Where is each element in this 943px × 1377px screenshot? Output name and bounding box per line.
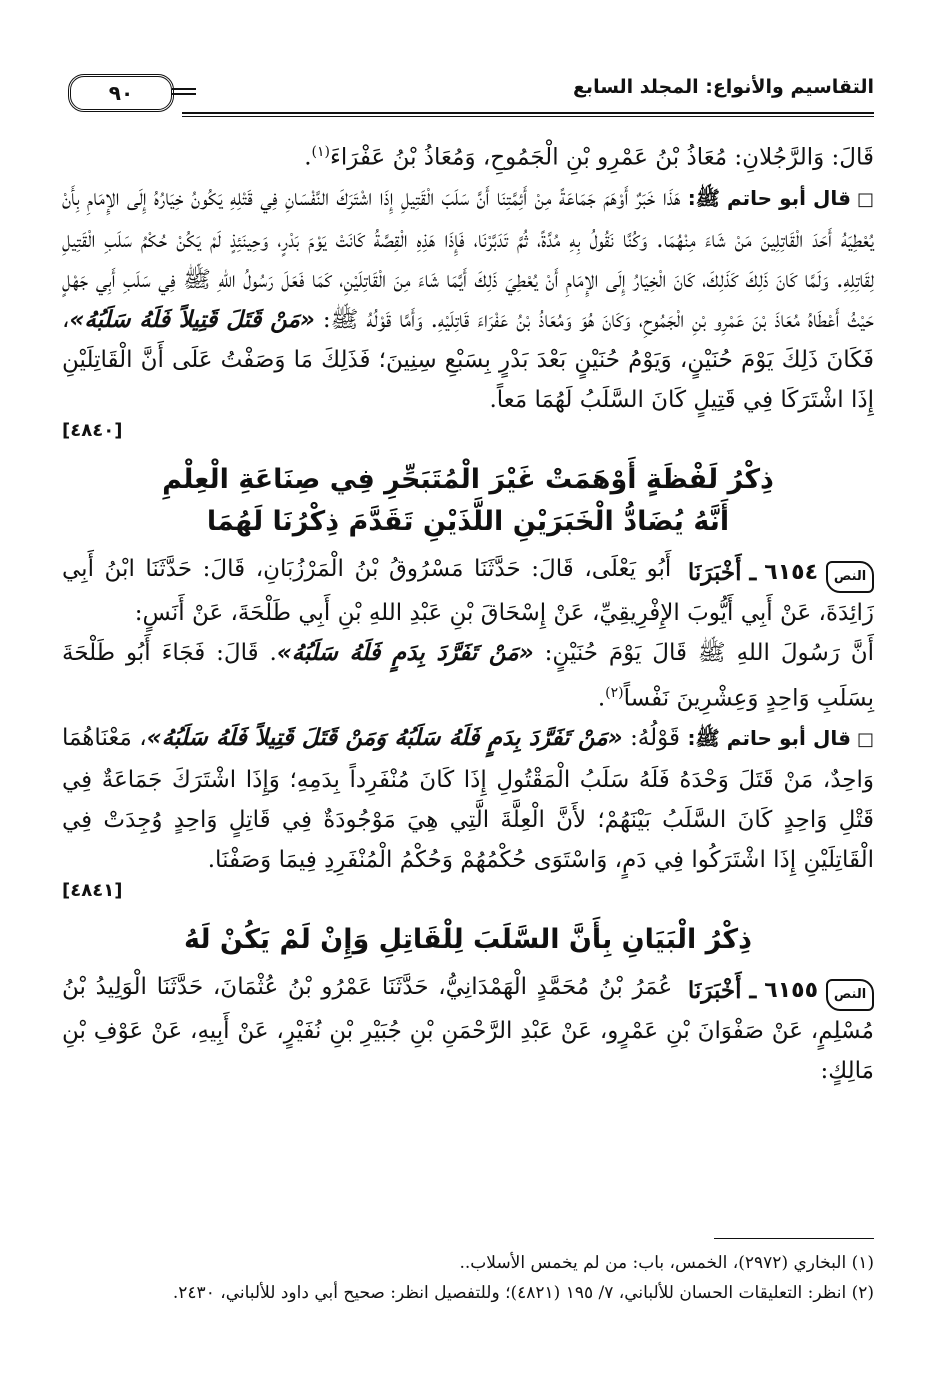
speaker-label: قال أبو حاتم ﷺ:: [687, 185, 851, 210]
header-rule: [182, 112, 874, 117]
heading-line-1: ذِكْرُ لَفْظَةٍ أَوْهَمَتْ غَيْرَ الْمُتَبَحِّرِ فِي صِنَاعَةِ الْعِلْمِ: [162, 463, 774, 495]
hadith-6154-matn: أَنَّ رَسُولَ اللهِ ﷺ قَالَ يَوْمَ حُنَيْنٍ: «مَنْ تَفَرَّدَ بِدَمٍ فَلَهُ سَلَبُهُ». قَالَ: فَجَاءَ أَبُو طَلْحَةَ بِسَلَبِ وَاحِدٍ وَعِشْرِينَ نَفْساً$^{(٢)}$.: [62, 639, 875, 712]
text-badge-icon: النص: [826, 561, 874, 593]
section-heading-2: ذِكْرُ الْبَيَانِ بِأَنَّ السَّلَبَ لِلْقَاتِلِ وَإِنْ لَمْ يَكُنْ لَهُ: [184, 924, 752, 956]
reference-number: [٤٨٤٠]: [62, 419, 123, 441]
commentary-2: □قال أبو حاتم ﷺ: قَوْلُهُ: «مَنْ تَفَرَّدَ بِدَمٍ فَلَهُ سَلَبُهُ وَمَنْ قَتَلَ قَتِيلاً فَلَهُ سَلَبُهُ»، مَعْنَاهُمَا وَاحِدٌ، مَنْ قَتَلَ وَحْدَهُ فَلَهُ سَلَبُ الْمَقْتُولِ إِذَا كَانَ مُنْفَرِداً بِدَمِهِ؛ وَإِذَا اشْتَرَكَ جَمَاعَةٌ فِي قَتْلِ وَاحِدٍ كَانَ السَّلَبُ بَيْنَهُمْ؛ لأَنَّ الْعِلَّةَ الَّتِي هِيَ مَوْجُودَةٌ فِي قَاتِلٍ وَاحِدٍ وُجِدَتْ فِي الْقَاتِلَيْنِ إِذَا اشْتَرَكُوا فِي دَمٍ، وَاسْتَوَى حُكْمُهُمْ وَحُكْمُ الْمُنْفَرِدِ فِيمَا وَصَفْنَا.: [62, 718, 874, 880]
commentary-1: □قال أبو حاتم ﷺ: هَذَا خَبَرٌ أَوْهَمَ جَمَاعَةً مِنْ أَئِمَّتِنَا أَنَّ سَلَبَ الْقَتِيلِ إِذَا اشْتَرَكَ النَّفْسَانِ فِي قَتْلِهِ يَكُونُ خِيَارُهُ إِلَى الإِمَامِ بِأَنْ يُعْطِيَهُ أَحَدَ الْقَاتِلِينَ مَنْ شَاءَ مِنْهُمَا. وَكُنَّا نَقُولُ بِهِ مُدَّةً، ثُمَّ تَدَبَّرْنَا، فَإِذَا هَذِهِ الْقِصَّةُ كَانَتْ يَوْمَ بَدْرٍ، وَحِينَئِذٍ لَمْ يَكُنْ حُكْمُ سَلَبِ الْقَتِيلِ لِقَاتِلِهِ. وَلَمَّا كَانَ ذَلِكَ كَذَلِكَ، كَانَ الْخِيَارُ إِلَى الإِمَامِ أَنْ يُعْطِيَ ذَلِكَ أَيَّمَا شَاءَ مِنَ الْقَاتِلَيْنِ، كَمَا فَعَلَ رَسُولُ اللهِ ﷺ فِي سَلَبِ أَبِي جَهْلٍ حَيْثُ أَعْطَاهُ مُعَاذَ بْنَ عَمْرِو بْنِ الْجَمُوحِ، وَكَانَ هُوَ وَمُعَاذُ بْنُ عَفْرَاءَ قَاتِلَيْهِ. وَأَمَّا قَوْلُهُ ﷺ: «مَنْ قَتَلَ قَتِيلاً فَلَهُ سَلَبُهُ»، فَكَانَ ذَلِكَ يَوْمَ حُنَيْنٍ، وَيَوْمُ حُنَيْنٍ بَعْدَ بَدْرٍ بِسَبْعِ سِنِينَ؛ فَذَلِكَ مَا وَصَفْتُ عَلَى أَنَّ الْقَاتِلَيْنِ إِذَا اشْتَرَكَا فِي قَتِيلٍ كَانَ السَّلَبُ لَهُمَا مَعاً.: [62, 178, 874, 420]
hadith-quote: «مَنْ تَفَرَّدَ بِدَمٍ فَلَهُ سَلَبُهُ وَمَنْ قَتَلَ قَتِيلاً فَلَهُ سَلَبُهُ»: [146, 725, 623, 752]
heading-line-2: أَنَّهُ يُضَادُّ الْخَبَرَيْنِ اللَّذَيْنِ تَقَدَّمَ ذِكْرُنَا لَهُمَا: [206, 505, 730, 537]
page-number: ٩٠: [68, 74, 174, 112]
page-number-frame: [62, 72, 180, 112]
running-title: التقاسيم والأنواع: المجلد السابع: [572, 76, 874, 98]
speaker-label: قال أبو حاتم ﷺ:: [687, 726, 851, 751]
header-rule-short: [172, 88, 196, 95]
hadith-quote: «مَنْ قَتَلَ قَتِيلاً فَلَهُ سَلَبُهُ»: [69, 306, 315, 333]
reference-number: [٤٨٤١]: [62, 880, 123, 902]
reference-line-1: [62, 420, 874, 441]
text-badge-icon: النص: [826, 979, 874, 1011]
book-page: [62, 62, 874, 1322]
footnote-ref-1[interactable]: (١): [311, 144, 331, 160]
footnotes: [62, 1248, 874, 1308]
footnote-separator: [714, 1238, 874, 1239]
hadith-number: ٦١٥٥: [764, 978, 818, 1004]
page-header: [62, 72, 874, 114]
square-marker-icon: □: [856, 729, 874, 751]
square-marker-icon: □: [856, 188, 874, 210]
footnote-2: (٢) انظر: التعليقات الحسان للألباني، ٧/ ١٩٥ (٤٨٢١)؛ وللتفصيل انظر: صحيح أبي داود للألباني، ٢٤٣٠.: [172, 1283, 874, 1303]
hadith-quote: «مَنْ تَفَرَّدَ بِدَمٍ فَلَهُ سَلَبُهُ»: [276, 639, 534, 666]
reference-line-2: [62, 880, 874, 901]
footnote-ref-2[interactable]: (٢): [605, 684, 624, 701]
section-heading-1: [62, 459, 874, 543]
footnote-1: (١) البخاري (٢٩٧٢)، الخمس، باب: من لم يخمس الأسلاب..: [459, 1253, 874, 1273]
hadith-6155-chain: النص ٦١٥٥ ـ أَخْبَرَنَا عُمَرُ بْنُ مُحَمَّدٍ الْهَمْدَانِيُّ، حَدَّثَنَا عَمْرُو بْنُ عُثْمَانَ، حَدَّثَنَا الْوَلِيدُ بْنُ مُسْلِمٍ، عَنْ صَفْوَانَ بْنِ عَمْرٍو، عَنْ عَبْدِ الرَّحْمَنِ بْنِ جُبَيْرِ بْنِ نُفَيْرٍ، عَنْ أَبِيهِ، عَنْ عَوْفِ بْنِ مَالِكٍ:: [62, 967, 874, 1091]
page-body: [62, 132, 874, 1091]
hadith-6154-chain: النص ٦١٥٤ ـ أَخْبَرَنَا أَبُو يَعْلَى، قَالَ: حَدَّثَنَا مَسْرُوقُ بْنُ الْمَرْزُبَانِ، قَالَ: حَدَّثَنَا ابْنُ أَبِي زَائِدَةَ، عَنْ أَبِي أَيُّوبَ الإِفْرِيقِيِّ، عَنْ إِسْحَاقَ بْنِ عَبْدِ اللهِ بْنِ أَبِي طَلْحَةَ، عَنْ أَنَسٍ:: [62, 549, 874, 633]
paragraph-1: قَالَ: وَالرَّجُلانِ: مُعَاذُ بْنُ عَمْرِو بْنِ الْجَمُوحِ، وَمُعَاذُ بْنُ عَفْرَاءَ$^{(١)}$.: [304, 144, 874, 171]
hadith-number: ٦١٥٤: [764, 559, 819, 585]
